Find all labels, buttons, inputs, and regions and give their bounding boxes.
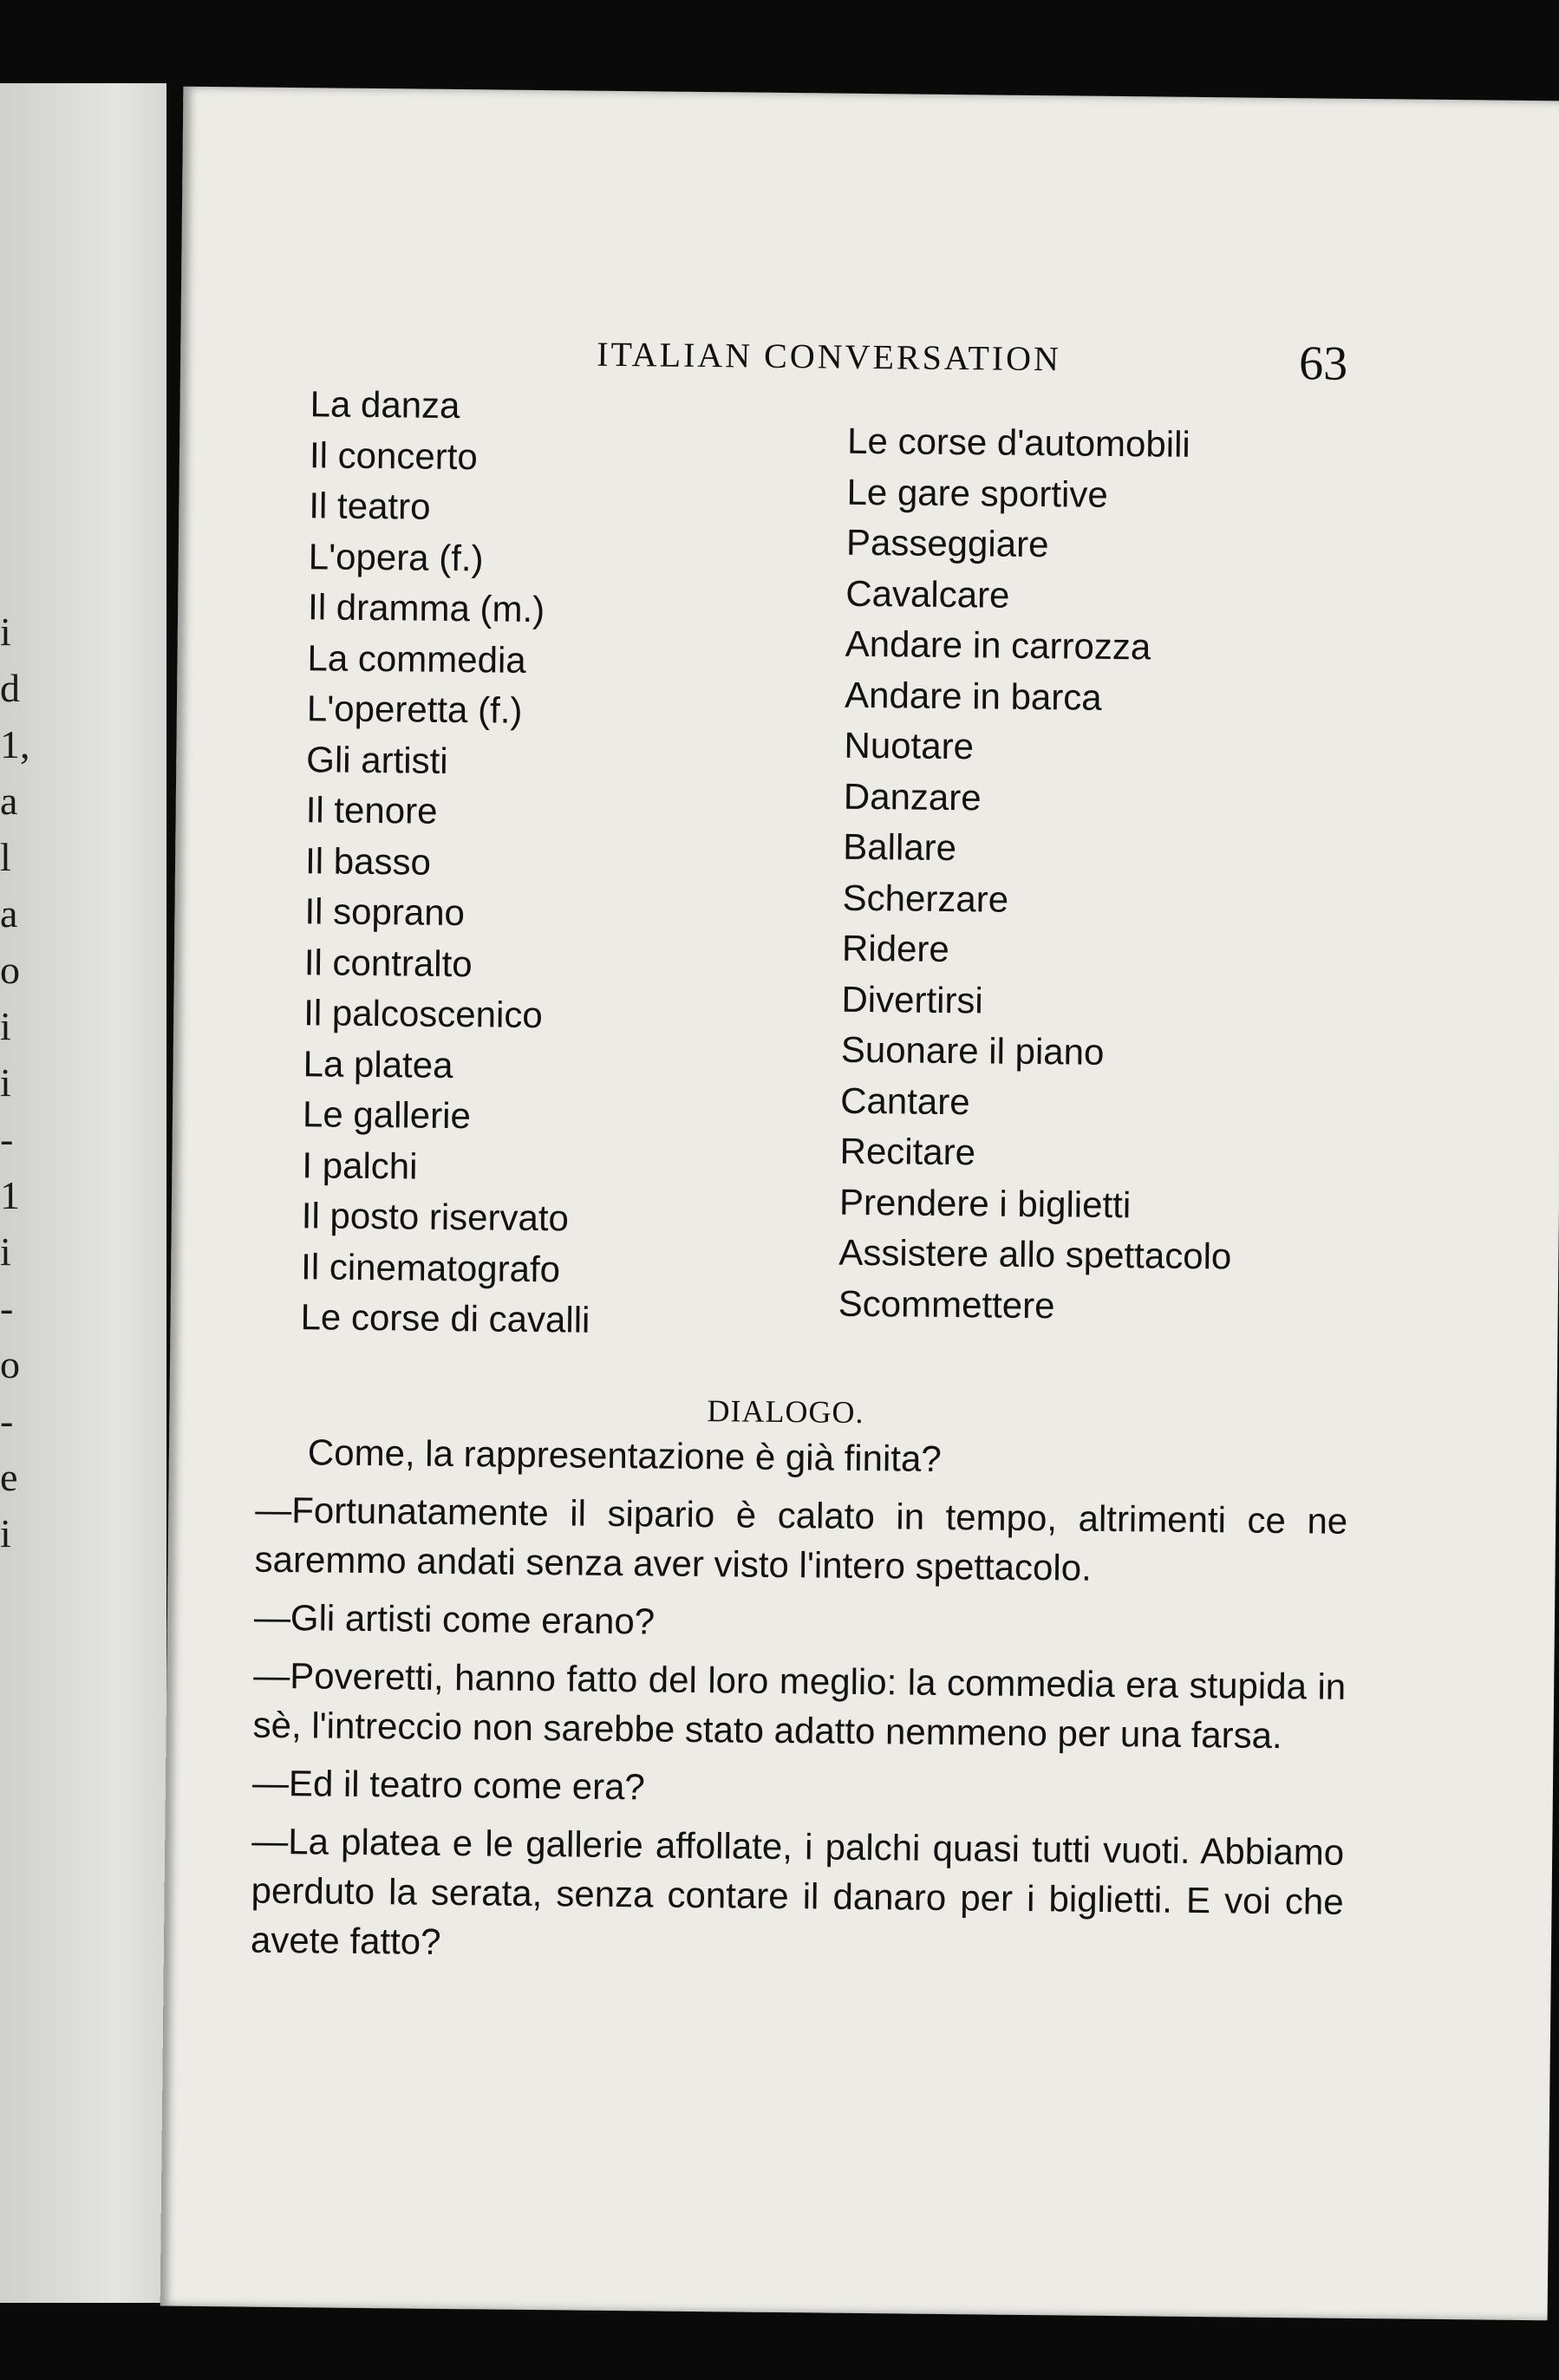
vocabulary-item: Le gare sportive <box>846 471 1109 515</box>
vocabulary-item: Le gallerie <box>302 1093 472 1137</box>
vocabulary-item: Il concerto <box>309 434 479 477</box>
vocabulary-item: Assistere allo spettacolo <box>838 1231 1232 1277</box>
edge-letter: l <box>0 835 11 879</box>
vocabulary-item: Scherzare <box>842 877 1009 920</box>
edge-letter: d <box>0 666 20 710</box>
dialogue-line: —Fortunatamente il sipario è calato in tempo, altrimenti ce ne saremmo andati senza aver visto l'intero spettacolo. <box>254 1489 1348 1588</box>
facing-page-edge <box>0 83 166 2303</box>
dialogue-line: Come, la rappresentazione è già finita? <box>307 1431 942 1479</box>
edge-letter: 1, <box>0 722 30 766</box>
book-page <box>160 87 1559 2321</box>
vocabulary-item: Andare in barca <box>844 674 1102 718</box>
page-number: 63 <box>1298 336 1348 391</box>
vocabulary-item: Cantare <box>840 1079 970 1122</box>
running-title: ITALIAN CONVERSATION <box>597 334 1062 379</box>
dialogue-body <box>251 1427 1349 1985</box>
vocabulary-item: Il basso <box>304 839 432 883</box>
vocabulary-item: Andare in carrozza <box>845 623 1151 668</box>
dialogue-line: —Ed il teatro come era? <box>251 1762 646 1808</box>
vocabulary-item: Ridere <box>841 927 950 969</box>
vocabulary-item: I palchi <box>302 1144 418 1187</box>
vocabulary-item: Recitare <box>839 1130 976 1173</box>
dialogue-line: —Gli artisti come erano? <box>253 1596 656 1642</box>
vocabulary-item: Il teatro <box>309 485 431 527</box>
edge-letter: o <box>0 948 20 992</box>
vocabulary-item: La commedia <box>307 636 526 681</box>
vocabulary-item: Il posto riservato <box>301 1195 570 1239</box>
edge-letter: i <box>0 610 11 654</box>
vocabulary-item: Divertirsi <box>841 978 984 1020</box>
vocabulary-item: La platea <box>303 1042 453 1086</box>
vocabulary-item: Il contralto <box>303 941 473 984</box>
vocabulary-list-right <box>838 416 1240 1333</box>
edge-letter: - <box>0 1399 14 1443</box>
edge-letter: i <box>0 1229 11 1274</box>
edge-letter: a <box>0 891 18 936</box>
dialogue-line: —La platea e le gallerie affollate, i palchi quasi tutti vuoti. Abbiamo perduto la serata, senza contare il danaro per i biglietti. E voi che avete fatto? <box>250 1820 1345 1962</box>
edge-letter: - <box>0 1286 14 1330</box>
vocabulary-item: Il soprano <box>304 890 466 934</box>
vocabulary-item: Il palcoscenico <box>303 992 543 1036</box>
edge-letter: 1 <box>0 1173 20 1217</box>
edge-letter: i <box>0 1004 11 1048</box>
vocabulary-item: L'opera (f.) <box>308 535 484 578</box>
edge-letter: e <box>0 1455 18 1499</box>
edge-letter: a <box>0 779 18 823</box>
edge-letter: - <box>0 1117 14 1161</box>
edge-letter: o <box>0 1342 20 1386</box>
vocabulary-item: Nuotare <box>844 724 975 767</box>
vocabulary-item: Ballare <box>843 825 957 869</box>
vocabulary-item: Prendere i biglietti <box>838 1181 1132 1225</box>
vocabulary-item: Passeggiare <box>845 521 1049 565</box>
vocabulary-item: La danza <box>310 383 460 427</box>
vocabulary-item: Le corse di cavalli <box>300 1296 590 1340</box>
vocabulary-item: Gli artisti <box>306 738 448 781</box>
dialogue-heading: DIALOGO. <box>707 1393 864 1430</box>
vocabulary-item: Il cinematografo <box>300 1245 561 1289</box>
edge-letter: i <box>0 1511 11 1555</box>
dialogue-line: —Poveretti, hanno fatto del loro meglio: la commedia era stupida in sè, l'intreccio non sarebbe stato adatto nemmeno per una farsa. <box>252 1654 1347 1757</box>
vocabulary-item: Il tenore <box>305 789 438 831</box>
vocabulary-item: Le corse d'automobili <box>846 420 1191 465</box>
vocabulary-item: Danzare <box>843 775 982 818</box>
vocabulary-item: Il dramma (m.) <box>307 586 545 630</box>
edge-letter: i <box>0 1060 11 1105</box>
facing-page-text-fragments <box>0 603 35 1562</box>
vocabulary-item: Suonare il piano <box>840 1028 1105 1073</box>
vocabulary-list-left <box>300 379 599 1346</box>
vocabulary-item: Scommettere <box>838 1282 1055 1326</box>
vocabulary-item: L'operetta (f.) <box>306 688 523 731</box>
vocabulary-item: Cavalcare <box>845 572 1010 616</box>
